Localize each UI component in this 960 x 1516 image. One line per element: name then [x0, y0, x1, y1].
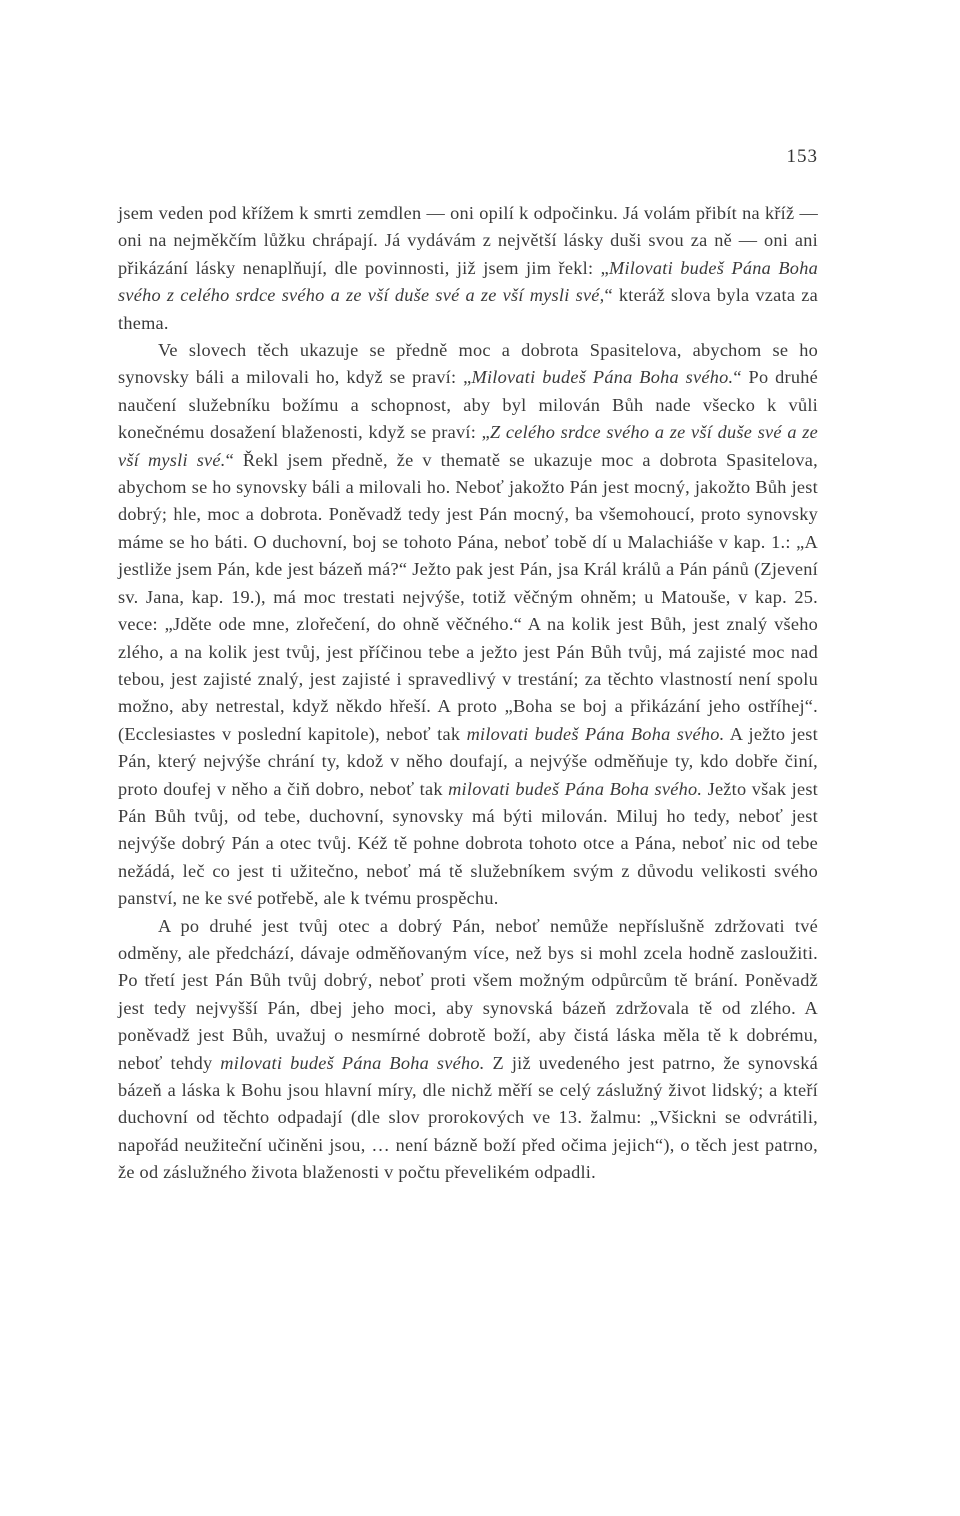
- paragraph: [118, 200, 818, 337]
- paragraph: [118, 337, 818, 913]
- text-run: A ježto jest Pán, který nejvýše chrání ty, kdož v něho doufají, a nejvýše odměňuje ty, kdo dobře činí, proto doufej v něho a čiň dobro, neboť tak: [118, 723, 818, 799]
- text-run: “ kteráž slova byla vzata za thema.: [118, 285, 818, 333]
- italic-quote: Z celého srdce svého a ze vší duše své a ze vší mysli své.: [118, 422, 818, 470]
- text-run: Ve slovech těch ukazuje se předně moc a dobrota Spasitelova, abychom se ho synovsky báli a milovali ho, když se praví: „: [118, 340, 818, 388]
- text-run: “ Po druhé naučení služebníku božímu a schopnost, aby byl milován Bůh nade všecko k vůli konečnému dosažení blaženosti, když se praví: „: [118, 367, 819, 443]
- italic-quote: Milovati budeš Pána Boha svého z celého srdce svého a ze vší duše své a ze vší mysli své,: [118, 257, 818, 306]
- text-run: jsem veden pod křížem k smrti zemdlen — oni opilí k odpočinku. Já volám přibít na kříž — oni na nejměkčím lůžku chrápají. Já vydávám z největší lásky duši svou za ně — oni ani přikázání lásky nenaplňují, dle povinnosti, již jsem jim řekl: „: [118, 203, 818, 278]
- italic-quote: Milovati budeš Pána Boha svého.: [471, 367, 734, 388]
- text-run: A po druhé jest tvůj otec a dobrý Pán, neboť nemůže nepříslušně zdržovati tvé odměny, ale předchází, dávaje odměňovaným více, než bys si mohl zcela hodně zasloužiti. Po třetí jest Pán Bůh tvůj dobrý, neboť proti všem možným odpůrcům tě brání. Poněvadž jest tedy nejvyšší Pán, dbej jeho moci, aby synovská bázeň zdržovala tě od zlého. A poněvadž jest Bůh, uvažuj o nesmírné dobrotě boží, aby čistá láska měla tě k dobrému, neboť tehdy: [118, 915, 818, 1073]
- italic-quote: milovati budeš Pána Boha svého.: [220, 1052, 485, 1073]
- text-run: Ježto však jest Pán Bůh tvůj, od tebe, duchovní, synovsky má býti milován. Miluj ho tedy, neboť jest nejvýše dobrý Pán a otec tvůj. Kéž tě pohne dobrota tohoto otce a Pána, neboť nic od tebe nežádá, leč co jest ti užitečno, neboť má tě služebníkem svým z důvodu velikosti svého panství, ne ke své potřebě, ale k tvému prospěchu.: [118, 778, 819, 909]
- body-text: [118, 200, 818, 1187]
- paragraph: [118, 913, 818, 1187]
- page-number: 153: [786, 146, 818, 167]
- text-run: “ Řekl jsem předně, že v thematě se ukazuje moc a dobrota Spasitelova, abychom se ho synovsky báli a milovali ho. Neboť jakožto Pán jest mocný, jakožto Bůh jest dobrý; hle, moc a dobrota. Poněvadž tedy jest Pán mocný, ba všemohoucí, proto synovsky máme se ho báti. O duchovní, boj se tohoto Pána, neboť tobě dí u Malachiáše v kap. 1.: „A jestliže jsem Pán, kde jest bázeň má?“ Ježto pak jest Pán, jsa Král králů a Pán pánů (Zjevení sv. Jana, kap. 19.), má moc trestati nejvýše, totiž věčným ohněm; u Matouše, v kap. 25. vece: „Jděte ode mne, zlořečení, do ohně věčného.“ A na kolik jest Bůh, jest znalý všeho zlého, a na kolik jest tvůj, jest příčinou tebe a ježto jest Pán Bůh tvůj, má zajisté moc nad tebou, jest zajisté znalý, jest zajisté i spravedlivý v trestání; za těchto vlastností není spolu možno, aby netrestal, když někdo hřeší. A proto „Boha se boj a přikázání jeho ostříhej“. (Ecclesiastes v poslední kapitole), neboť tak: [118, 449, 818, 744]
- text-run: Z již uvedeného jest patrno, že synovská bázeň a láska k Bohu jsou hlavní míry, dle nichž měří se celý záslužný život lidský; a kteří duchovní od těchto odpadají (dle slov prorokových ve 13. žalmu: „Všickni se odvrátili, napořád neužiteční učiněni jsou, … není bázně boží před očima jejich“), o těch jest patrno, že od záslužného života blaženosti v počtu převelikém odpadli.: [118, 1052, 818, 1183]
- italic-quote: milovati budeš Pána Boha svého.: [448, 778, 703, 799]
- italic-quote: milovati budeš Pána Boha svého.: [466, 723, 725, 744]
